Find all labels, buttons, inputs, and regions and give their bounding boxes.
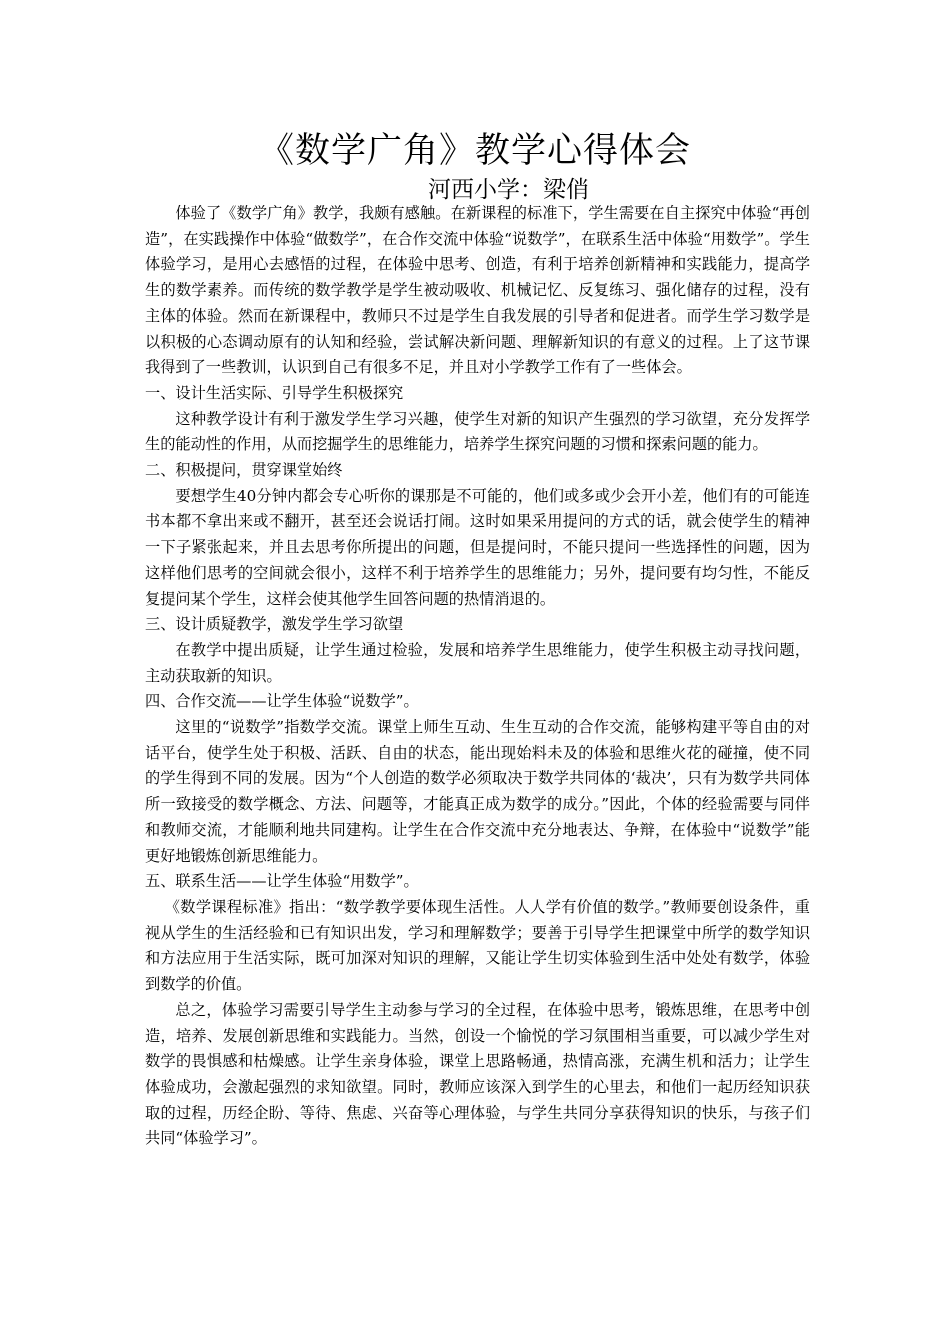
paragraph-section-3: 在教学中提出质疑，让学生通过检验，发展和培养学生思维能力，使学生积极主动寻找问题，主动获取新的知识。 bbox=[145, 640, 810, 685]
section-heading-4: 四、合作交流——让学生体验“说数学”。 bbox=[145, 692, 419, 711]
section-heading-3: 三、设计质疑教学，激发学生学习欲望 bbox=[145, 615, 404, 634]
document-title: 《数学广角》教学心得体会 bbox=[258, 131, 691, 171]
paragraph-section-4: 这里的“说数学”指数学交流。课堂上师生互动、生生互动的合作交流，能够构建平等自由的对话平台，使学生处于积极、活跃、自由的状态，能出现始料未及的体验和思维火花的碰撞，使不同的学生得到不同的发展。因为“个人创造的数学必须取决于数学共同体的‘裁决’，只有为数学共同体所一致接受的数学概念、方法、问题等，才能真正成为数学的成分。”因此，个体的经验需要与同伴和教师交流，才能顺利地共同建构。让学生在合作交流中充分地表达、争辩，在体验中“说数学”能更好地锻炼创新思维能力。 bbox=[145, 718, 810, 865]
document-author: 河西小学：梁俏 bbox=[428, 177, 589, 203]
section-heading-2: 二、积极提问，贯穿课堂始终 bbox=[145, 461, 343, 480]
section-heading-5: 五、联系生活——让学生体验“用数学”。 bbox=[145, 872, 419, 891]
document-body bbox=[145, 201, 810, 1152]
paragraph-section-2: 要想学生40分钟内都会专心听你的课那是不可能的，他们或多或少会开小差，他们有的可能连书本都不拿出来或不翻开，甚至还会说话打闹。这时如果采用提问的方式的话，就会使学生的精神一下子紧张起来，并且去思考你所提出的问题，但是提问时，不能只提问一些选择性的问题，因为这样他们思考的空间就会很小，这样不利于培养学生的思维能力；另外，提问要有均匀性，不能反复提问某个学生，这样会使其他学生回答问题的热情消退的。 bbox=[145, 486, 810, 608]
paragraph-section-5: 《数学课程标准》指出：“数学教学要体现生活性。人人学有价值的数学。”教师要创设条件，重视从学生的生活经验和已有知识出发，学习和理解数学；要善于引导学生把课堂中所学的数学知识和方法应用于生活实际，既可加深对知识的理解，又能让学生切实体验到生活中处处有数学，体验到数学的价值。 bbox=[145, 897, 810, 994]
section-heading-1: 一、设计生活实际、引导学生积极探究 bbox=[145, 383, 404, 402]
paragraph-section-1: 这种教学设计有利于激发学生学习兴趣，使学生对新的知识产生强烈的学习欲望，充分发挥学生的能动性的作用，从而挖掘学生的思维能力，培养学生探究问题的习惯和探索问题的能力。 bbox=[145, 409, 810, 454]
paragraph-conclusion: 总之，体验学习需要引导学生主动参与学习的全过程，在体验中思考，锻炼思维，在思考中创造，培养、发展创新思维和实践能力。当然，创设一个愉悦的学习氛围相当重要，可以减少学生对数学的畏惧感和枯燥感。让学生亲身体验，课堂上思路畅通，热情高涨，充满生机和活力；让学生体验成功，会激起强烈的求知欲望。同时，教师应该深入到学生的心里去，和他们一起历经知识获取的过程，历经企盼、等待、焦虑、兴奋等心理体验，与学生共同分享获得知识的快乐，与孩子们共同“体验学习”。 bbox=[145, 1000, 810, 1148]
paragraph-intro: 体验了《数学广角》教学，我颇有感触。在新课程的标准下，学生需要在自主探究中体验“再创造”，在实践操作中体验“做数学”，在合作交流中体验“说数学”，在联系生活中体验“用数学”。学生体验学习，是用心去感悟的过程，在体验中思考、创造，有利于培养创新精神和实践能力，提高学生的数学素养。而传统的数学教学是学生被动吸收、机械记忆、反复练习、强化储存的过程，没有主体的体验。然而在新课程中，教师只不过是学生自我发展的引导者和促进者。而学生学习数学是以积极的心态调动原有的认知和经验，尝试解决新问题、理解新知识的有意义的过程。上了这节课我得到了一些教训，认识到自己有很多不足，并且对小学教学工作有了一些体会。 bbox=[145, 204, 810, 377]
